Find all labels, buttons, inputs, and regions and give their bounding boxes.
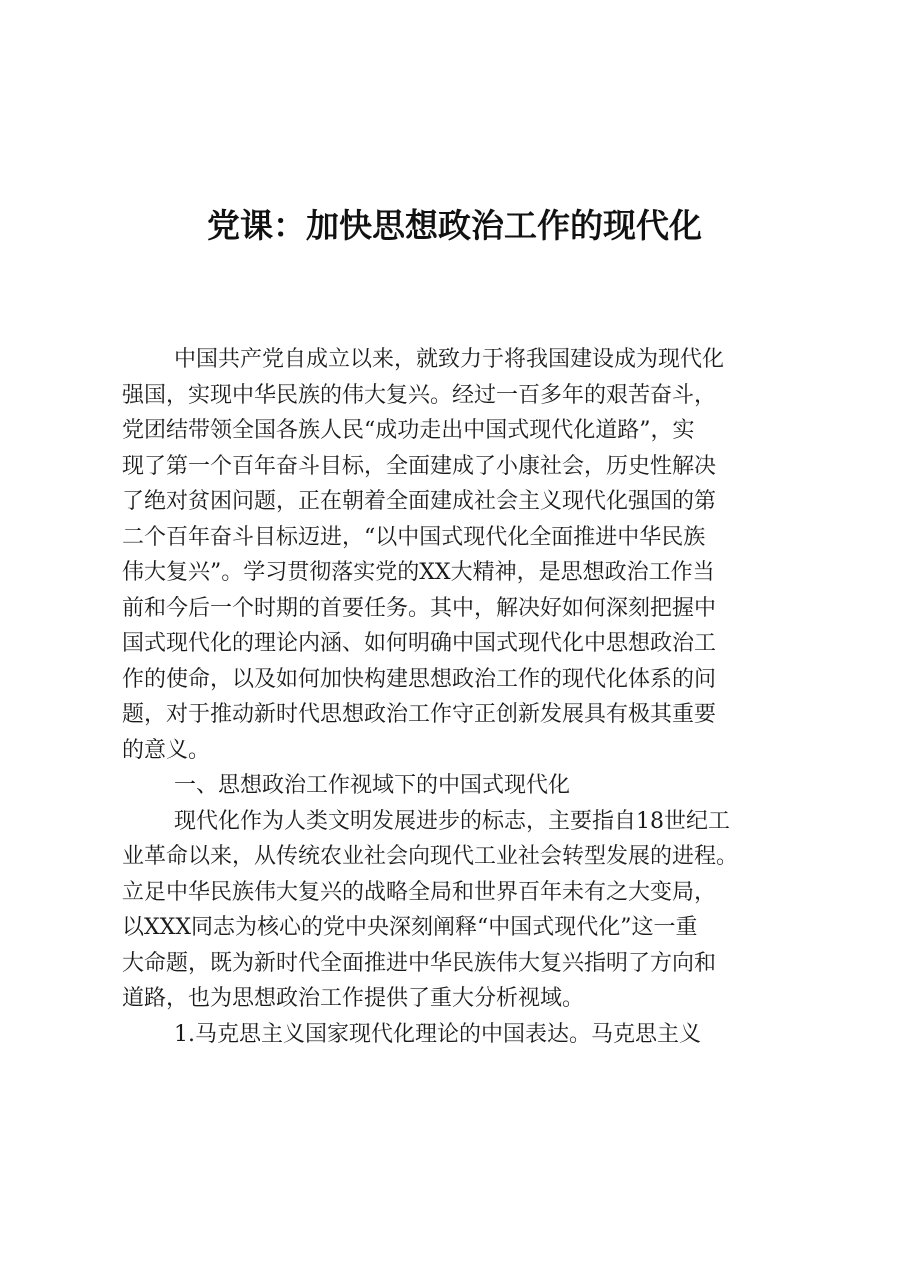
text-line: 二个百年奋斗目标迈进，“以中国式现代化全面推进中华民族 bbox=[122, 524, 706, 550]
text-line: 题，对于推动新时代思想政治工作守正创新发展具有极其重要 bbox=[122, 702, 717, 727]
text-line: 以XXX同志为核心的党中央深刻阐释“中国式现代化”这一重 bbox=[122, 915, 698, 940]
document-title: 党课：加快思想政治工作的现代化 bbox=[207, 206, 702, 245]
text-line: 伟大复兴”。学习贯彻落实党的XX大精神，是思想政治工作当 bbox=[122, 560, 715, 585]
document-body bbox=[122, 342, 802, 1052]
subsection-heading: 1.马克思主义国家现代化理论的中国表达。马克思主义 bbox=[174, 1021, 701, 1047]
text-line: 党团结带领全国各族人民“成功走出中国式现代化道路”，实 bbox=[122, 418, 695, 443]
text-line: 前和今后一个时期的首要任务。其中，解决好如何深刻把握中 bbox=[122, 595, 717, 621]
text-line: 强国，实现中华民族的伟大复兴。经过一百多年的艰苦奋斗， bbox=[122, 382, 717, 408]
text-line: 现了第一个百年奋斗目标，全面建成了小康社会，历史性解决 bbox=[122, 453, 717, 479]
text-line: 道路，也为思想政治工作提供了重大分析视域。 bbox=[122, 986, 585, 1011]
text-line: 国式现代化的理论内涵、如何明确中国式现代化中思想政治工 bbox=[122, 631, 717, 656]
text-line: 的意义。 bbox=[122, 737, 211, 763]
text-line: 中国共产党自成立以来，就致力于将我国建设成为现代化 bbox=[174, 347, 725, 372]
text-line: 现代化作为人类文明发展进步的标志，主要指自18世纪工 bbox=[174, 808, 730, 834]
text-line: 大命题，既为新时代全面推进中华民族伟大复兴指明了方向和 bbox=[122, 950, 717, 976]
section-heading: 一、思想政治工作视域下的中国式现代化 bbox=[174, 773, 571, 798]
text-line: 了绝对贫困问题，正在朝着全面建成社会主义现代化强国的第 bbox=[122, 489, 717, 514]
text-line: 立足中华民族伟大复兴的战略全局和世界百年未有之大变局， bbox=[122, 879, 717, 905]
text-line: 作的使命，以及如何加快构建思想政治工作的现代化体系的问 bbox=[122, 666, 717, 692]
text-line: 业革命以来，从传统农业社会向现代工业社会转型发展的进程。 bbox=[122, 844, 739, 869]
